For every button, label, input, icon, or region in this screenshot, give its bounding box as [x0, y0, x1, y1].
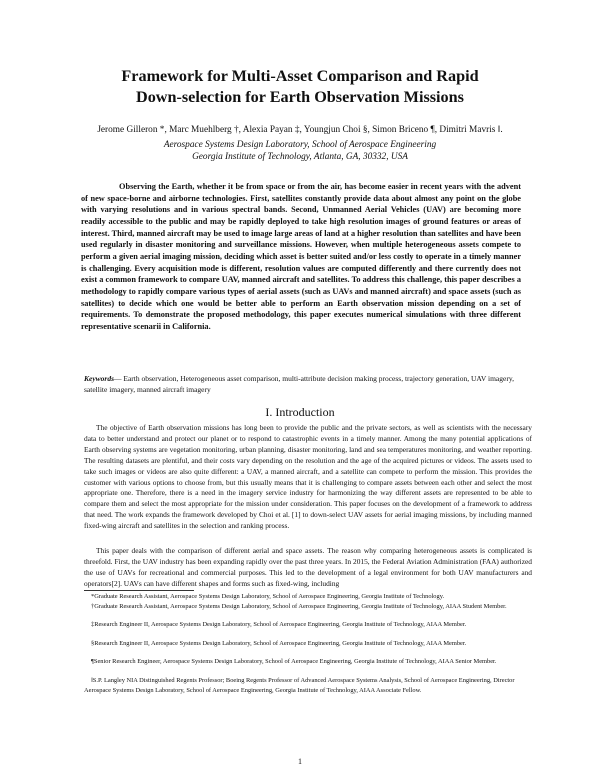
section-heading-introduction: I. Introduction [265, 405, 335, 419]
footnote-4: §Research Engineer II, Aerospace Systems Design Laboratory, School of Aerospace Engineering, Georgia Institute of Technology, AIAA Member. [91, 640, 467, 647]
affiliation-line-1: Aerospace Systems Design Laboratory, School of Aerospace Engineering [163, 140, 437, 150]
abstract: Observing the Earth, whether it be from space or from the air, has become easier in recent years with the advent of new space-borne and airborne technologies. First, satellites constantly provide data about almost any point on the globe with varying resolutions and in various spectral bands. Second, Unmanned Aerial Vehicles (UAV) are becoming more readily accessible to the public and may be rapidly deployed to take high resolution images of ground features or areas of interest. Third, manned aircraft may be used to image large areas of land at a higher resolution than satellites and have been used regularly in disaster monitoring and surveillance missions. However, when multiple heterogeneous assets compete to perform a given aerial imaging mission, deciding which asset is better suited and/or less costly to operate in a timely manner is challenging. Every acquisition mode is different, resolution values are computed differently and there currently does not exist a common framework to compare UAV, manned aircraft and satellites. To address this challenge, this paper describes a methodology to rapidly compare various types of aerial assets (such as UAVs and manned aircraft) and space assets (such as satellites) to decide which one would be better able to perform an Earth observation mission depending on a set of requirements. To demonstrate the proposed methodology, this paper executes numerical simulations with three different representative scenarii in California. [81, 182, 521, 331]
paper-title-line-2: Down-selection for Earth Observation Missions [136, 88, 464, 106]
keywords-text: — Earth observation, Heterogeneous asset comparison, multi-attribute decision making process, trajectory generation, UAV imagery, satellite imagery, manned aircraft imagery [84, 374, 514, 394]
footnote-divider [84, 590, 194, 591]
footnote-3: ‡Research Engineer II, Aerospace Systems Design Laboratory, School of Aerospace Engineering, Georgia Institute of Technology, AIAA Member. [91, 621, 467, 628]
intro-paragraph-2: This paper deals with the comparison of different aerial and space assets. The reason why comparing heterogeneous assets is complicated is threefold. First, the UAV industry has been expanding rapidly over the past three years. In 2015, the Federal Aviation Administration (FAA) authorized the use of UAVs for recreational and commercial purposes. This led to the development of a legal environment for both UAV manufacturers and operators[2]. UAVs can have different shapes and forms such as fixed-wing, including [84, 546, 532, 588]
intro-paragraph-1: The objective of Earth observation missions has long been to provide the public and the private sectors, as well as scientists with the necessary data to better understand and protect our planet or to respond to catastrophic events in a timely manner. Among the many potential applications of Earth observing systems are vegetation monitoring, urban planning, disaster monitoring, land and sea temperatures monitoring, and weather reporting. The resulting datasets are plentiful, and their costs vary depending on the resolution and the age of the acquired pictures or videos. The assets used to take such images or videos are also quite different: a UAV, a manned aircraft, and a satellite can compete to perform the mission. This provides the customer with various options to choose from, but this usually means that it is challenging to compare assets between each other and select the most appropriate one. Therefore, there is a need in the imagery service industry for harmonizing the way different assets are represented to be able to compare them and select the most appropriate for the mission under consideration. This paper focuses on the development of a framework to address that need. The work expands the framework developed by Choi et al. [1] to down-select UAV assets for aerial imaging missions, by including manned fixed-wing aircraft and satellites in the selection and ranking process. [84, 423, 532, 531]
affiliation-line-2: Georgia Institute of Technology, Atlanta, GA, 30332, USA [192, 152, 408, 162]
keywords [84, 373, 532, 395]
page-number: 1 [298, 757, 302, 766]
footnote-1: *Graduate Research Assistant, Aerospace Systems Design Laboratory, School of Aerospace Engineering, Georgia Institute of Technology. [91, 593, 445, 600]
author-list: Jerome Gilleron *, Marc Muehlberg †, Alexia Payan ‡, Youngjun Choi §, Simon Briceno ¶, Dimitri Mavris ‖. [97, 125, 503, 135]
footnote-6: ‖S.P. Langley NIA Distinguished Regents Professor; Boeing Regents Professor of Advanced Aerospace Systems Analysis, School of Aerospace Engineering, Director Aerospace Systems Design Laboratory, School of Aerospace Engineering, Georgia Institute of Technology, AIAA Associate Fellow. [84, 677, 515, 694]
footnote-2: †Graduate Research Assistant, Aerospace Systems Design Laboratory, School of Aerospace Engineering, Georgia Institute of Technology, AIAA Student Member. [91, 603, 507, 610]
paper-title-line-1: Framework for Multi-Asset Comparison and Rapid [121, 67, 479, 85]
footnote-5: ¶Senior Research Engineer, Aerospace Systems Design Laboratory, School of Aerospace Engineering, Georgia Institute of Technology, AIAA Senior Member. [91, 658, 497, 665]
keywords-label: Keywords [84, 374, 114, 383]
